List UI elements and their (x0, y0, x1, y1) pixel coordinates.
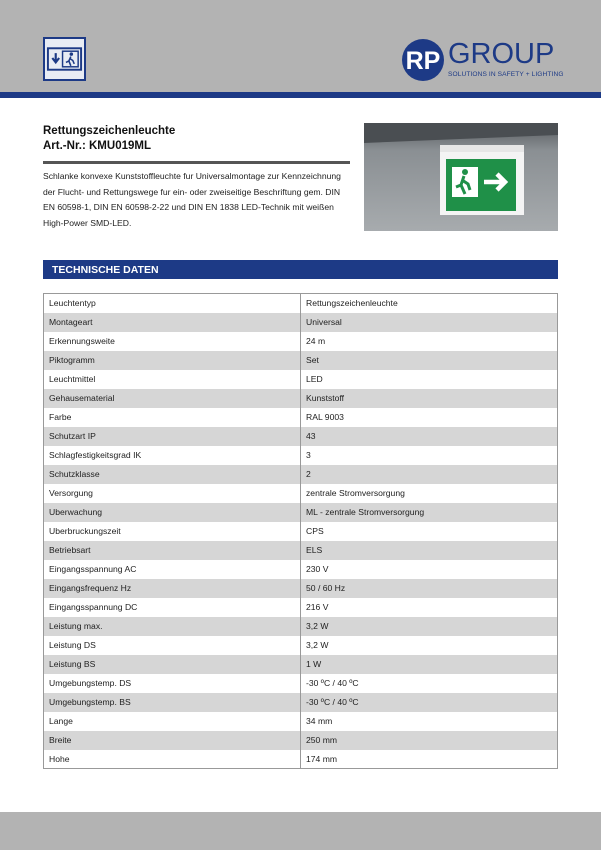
product-photo (364, 123, 558, 231)
spec-value: 43 (301, 427, 558, 446)
spec-label: Leuchtentyp (44, 294, 301, 313)
spec-value: LED (301, 370, 558, 389)
spec-value: 250 mm (301, 731, 558, 750)
spec-value: CPS (301, 522, 558, 541)
spec-label: Eingangsfrequenz Hz (44, 579, 301, 598)
spec-label: Hohe (44, 750, 301, 769)
table-row (44, 579, 558, 598)
spec-value: Universal (301, 313, 558, 332)
spec-table (43, 293, 558, 769)
section-header-technical-data (43, 260, 558, 279)
spec-label: Eingangsspannung DC (44, 598, 301, 617)
spec-value: 3,2 W (301, 617, 558, 636)
spec-label: Versorgung (44, 484, 301, 503)
product-description: Schlanke konvexe Kunststoffleuchte fur Universalmontage zur Kennzeichnung der Flucht- und Rettungswege fur ein- oder zweiseitige Beschriftung gem. DIN EN 60598-1, DIN EN 60598-2-22 und DIN EN 1838 LED-Technik mit weißen High-Power SMD-LED. (43, 171, 341, 228)
table-row (44, 294, 558, 313)
table-row (44, 313, 558, 332)
section-title: TECHNISCHE DATEN (52, 264, 159, 276)
table-row (44, 389, 558, 408)
spec-value: 1 W (301, 655, 558, 674)
table-row (44, 351, 558, 370)
spec-value: 3,2 W (301, 636, 558, 655)
spec-value: 230 V (301, 560, 558, 579)
logo-tagline: SOLUTIONS IN SAFETY + LIGHTING (448, 71, 564, 78)
spec-label: Leuchtmittel (44, 370, 301, 389)
table-row (44, 332, 558, 351)
table-row (44, 693, 558, 712)
spec-label: Leistung DS (44, 636, 301, 655)
spec-label: Schlagfestigkeitsgrad IK (44, 446, 301, 465)
table-row (44, 484, 558, 503)
spec-value: 2 (301, 465, 558, 484)
spec-value: RAL 9003 (301, 408, 558, 427)
spec-label: Gehausematerial (44, 389, 301, 408)
spec-label: Erkennungsweite (44, 332, 301, 351)
table-row (44, 522, 558, 541)
emergency-exit-icon (43, 37, 86, 81)
table-row (44, 655, 558, 674)
table-row (44, 560, 558, 579)
spec-label: Umgebungstemp. BS (44, 693, 301, 712)
spec-value: -30 ºC / 40 ºC (301, 674, 558, 693)
spec-label: Schutzart IP (44, 427, 301, 446)
table-row (44, 427, 558, 446)
svg-text:RP: RP (405, 47, 441, 75)
article-number: Art.-Nr.: KMU019ML (43, 140, 151, 152)
table-row (44, 674, 558, 693)
spec-value: 24 m (301, 332, 558, 351)
header-stripe (0, 92, 601, 98)
table-row (44, 636, 558, 655)
logo-group-text: GROUP (448, 38, 555, 70)
spec-label: Montageart (44, 313, 301, 332)
spec-label: Uberbruckungszeit (44, 522, 301, 541)
spec-value: -30 ºC / 40 ºC (301, 693, 558, 712)
spec-label: Schutzklasse (44, 465, 301, 484)
table-row (44, 503, 558, 522)
table-row (44, 408, 558, 427)
table-row (44, 598, 558, 617)
spec-value: zentrale Stromversorgung (301, 484, 558, 503)
rp-logo-mark-icon (400, 36, 446, 84)
table-row (44, 541, 558, 560)
table-row (44, 750, 558, 769)
table-row (44, 617, 558, 636)
spec-label: Leistung BS (44, 655, 301, 674)
spec-label: Piktogramm (44, 351, 301, 370)
title-divider (43, 161, 350, 164)
spec-value: Rettungszeichenleuchte (301, 294, 558, 313)
spec-value: 174 mm (301, 750, 558, 769)
spec-label: Betriebsart (44, 541, 301, 560)
product-heading (43, 124, 175, 154)
footer-band (0, 812, 601, 850)
spec-value: Set (301, 351, 558, 370)
spec-label: Eingangsspannung AC (44, 560, 301, 579)
spec-label: Umgebungstemp. DS (44, 674, 301, 693)
spec-label: Farbe (44, 408, 301, 427)
spec-value: Kunststoff (301, 389, 558, 408)
spec-value: ML - zentrale Stromversorgung (301, 503, 558, 522)
spec-value: ELS (301, 541, 558, 560)
spec-value: 216 V (301, 598, 558, 617)
spec-label: Leistung max. (44, 617, 301, 636)
table-row (44, 712, 558, 731)
spec-value: 50 / 60 Hz (301, 579, 558, 598)
table-row (44, 731, 558, 750)
spec-value: 3 (301, 446, 558, 465)
spec-label: Uberwachung (44, 503, 301, 522)
spec-value: 34 mm (301, 712, 558, 731)
table-row (44, 370, 558, 389)
product-title: Rettungszeichenleuchte (43, 125, 176, 137)
spec-label: Lange (44, 712, 301, 731)
company-logo (400, 36, 570, 84)
table-row (44, 465, 558, 484)
spec-label: Breite (44, 731, 301, 750)
table-row (44, 446, 558, 465)
